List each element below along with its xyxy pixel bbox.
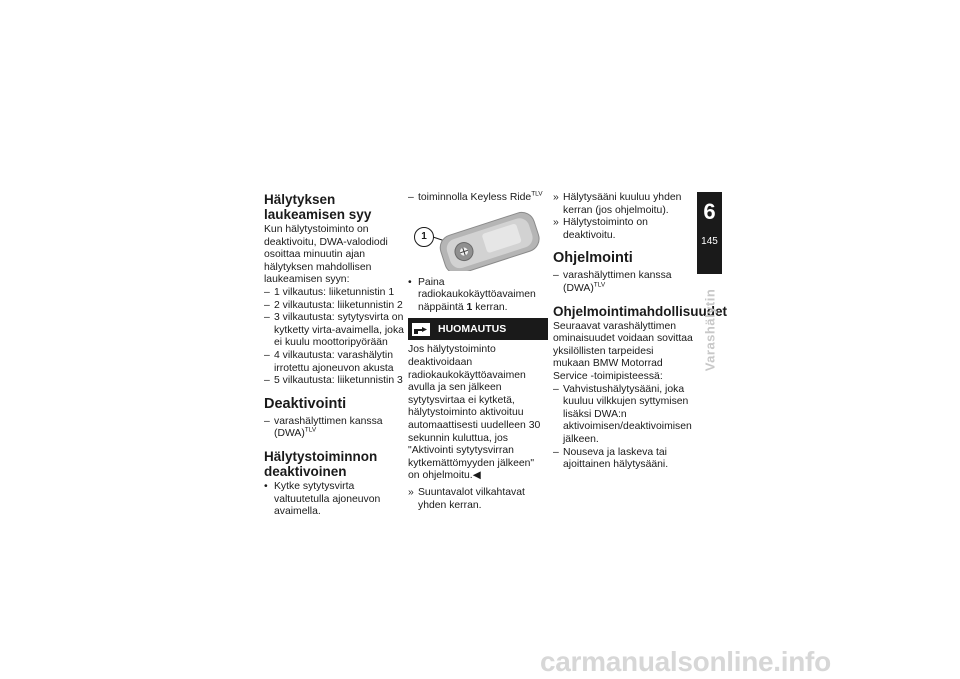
list-item: – 4 vilkautusta: varashälytin irrotettu ajoneuvon akusta (264, 349, 394, 374)
dash-marker: – (553, 383, 559, 395)
dash-marker: – (553, 270, 559, 282)
note-text: Jos hälytystoiminto deaktivoidaan radiokaukokäyttöavaimen avulla ja sen jälkeen sytytysvirtaa ei kytketä, hälytystoiminto aktivoituu automaattisesti uudelleen 30 sekunnin kuluttua, jos "Aktivointi sytytysvirran kytkemättömyyden jälkeen" on ohjelmoitu.◀ (408, 344, 541, 482)
remote-key-illustration (408, 209, 544, 271)
heading-programming-options: Ohjelmointimahdollisuudet (553, 303, 728, 319)
list-item: – 1 vilkautus: liiketunnistin 1 (264, 286, 395, 298)
intro-text: Kun hälytystoiminto on deaktivoitu, DWA-valodiodi osoittaa minuutin ajan hälytyksen mahdollisen laukeamisen syyn: (264, 224, 388, 286)
dash-marker: – (553, 446, 559, 458)
bullet-marker: • (264, 480, 268, 492)
key-number: 1 (466, 301, 473, 313)
tlv-superscript: TLV (593, 281, 606, 289)
dash-marker: – (264, 286, 270, 298)
dash-marker: – (408, 192, 414, 203)
bullet-marker: • (408, 276, 412, 288)
list-item: – varashälyttimen kanssa (DWA)$^{TLV}$ (553, 270, 672, 294)
chapter-tab (697, 192, 722, 274)
list-item: • Kytke sytytysvirta valtuutetulla ajoneuvon avaimella. (264, 480, 381, 518)
list-item: – 2 vilkautusta: liiketunnistin 2 (264, 299, 403, 311)
dash-marker: – (264, 299, 270, 311)
list-item: – 3 vilkautusta: sytytysvirta on kytketty virta-avaimella, joka ei kuulu moottoripyörään (264, 312, 404, 349)
column-1 (264, 192, 404, 519)
result-marker: » (553, 217, 559, 229)
list-item: » Hälytystoiminto on deaktivoitu. (553, 217, 648, 241)
list-item: – varashälyttimen kanssa (DWA)$^{TLV}$ (264, 415, 383, 440)
list-item: – 5 vilkautusta: liiketunnistin 3 (264, 375, 403, 387)
tlv-superscript: TLV (531, 190, 543, 198)
list-item: • Paina radiokaukokäyttöavaimen näppäintä 1 kerran. (408, 276, 536, 313)
column-2 (408, 192, 548, 512)
list-item: » Hälytysääni kuuluu yhden kerran (jos ohjelmoitu). (553, 192, 682, 216)
callout-1: 1 (414, 227, 434, 247)
dash-marker: – (264, 349, 270, 361)
list-item: » Suuntavalot vilkahtavat yhden kerran. (408, 486, 525, 511)
options-intro: Seuraavat varashälyttimen ominaisuudet voidaan sovittaa yksilöllisten tarpeidesi mukaan BMW Motorrad Service -toimipisteessä: (553, 320, 693, 382)
dash-marker: – (264, 415, 270, 427)
result-marker: » (553, 192, 559, 203)
dash-marker: – (264, 312, 270, 324)
heading-alarm-cause: Hälytyksen laukeamisen syy (264, 192, 372, 222)
list-item: – toiminnolla Keyless Ride$^{TLV}$ (408, 190, 543, 203)
list-item: – Nouseva ja laskeva tai ajoittainen hälytysääni. (553, 446, 669, 471)
dash-marker: – (264, 375, 270, 387)
note-banner (408, 318, 548, 340)
end-marker-icon: ◀ (472, 470, 481, 482)
watermark: carmanualsonline.info (540, 646, 831, 677)
result-marker: » (408, 486, 414, 498)
list-item: – Vahvistushälytysääni, joka kuuluu vilkkujen syttymisen lisäksi DWA:n aktivoimisen/deaktivoimisen jälkeen. (553, 383, 692, 445)
heading-programming: Ohjelmointi (553, 250, 633, 267)
tlv-superscript: TLV (304, 426, 317, 434)
note-label: HUOMAUTUS (438, 323, 507, 336)
cause-list (264, 287, 404, 388)
chapter-number: 6 (703, 199, 716, 224)
hand-pointer-icon (412, 323, 430, 336)
heading-deactivation: Deaktivointi (264, 395, 347, 412)
side-chapter-title: Varashälytin (702, 288, 718, 372)
heading-alarm-deactivation: Hälytystoiminnon deaktivoinen (264, 448, 378, 479)
page-number: 145 (701, 236, 718, 247)
